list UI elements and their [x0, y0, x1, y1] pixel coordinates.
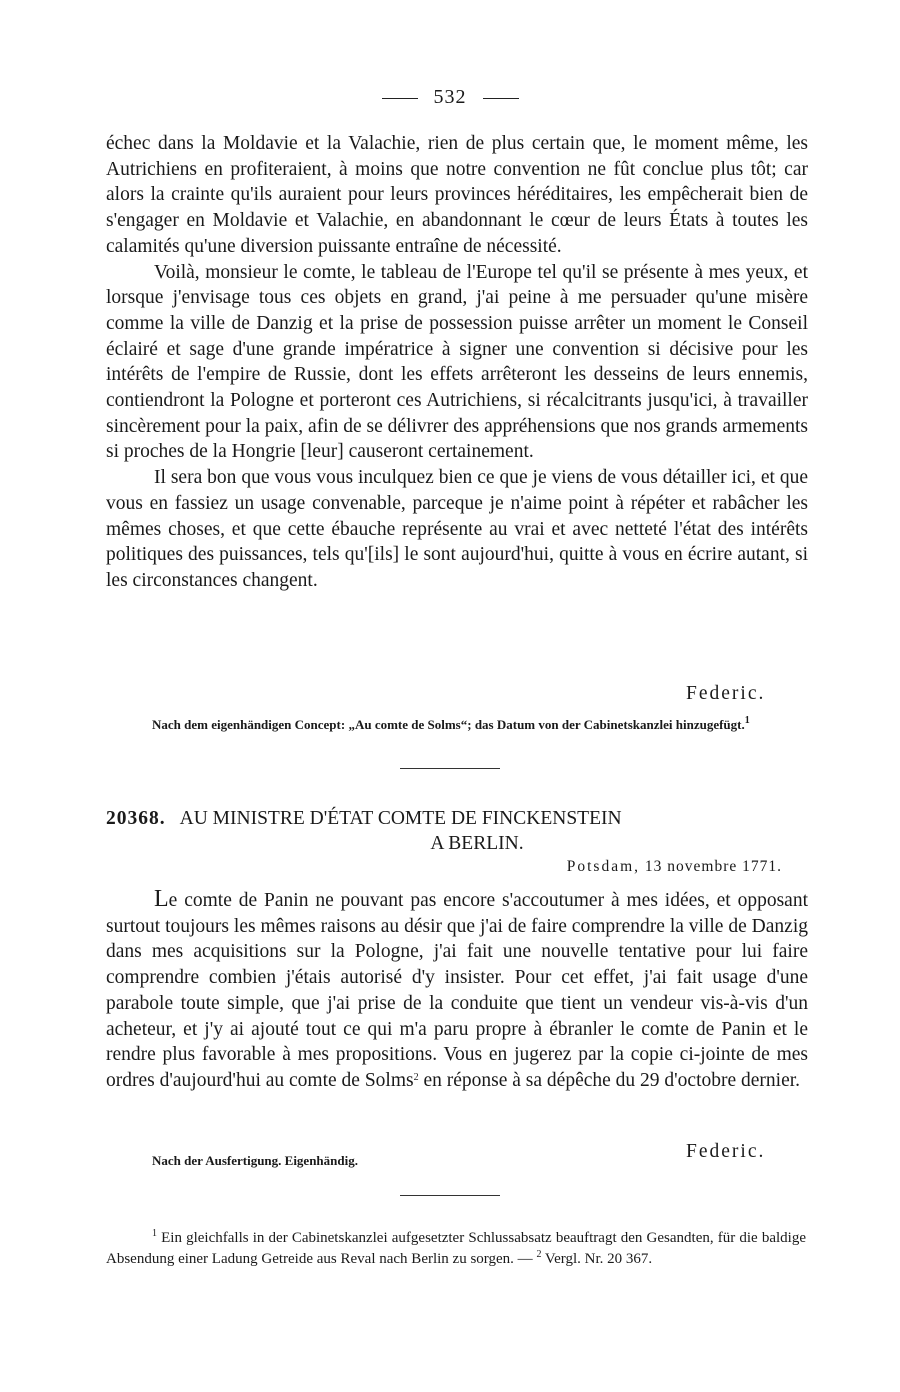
letter-2-paragraph — [106, 887, 808, 1094]
footnotes — [106, 1228, 806, 1270]
section-divider-2 — [400, 1195, 500, 1196]
letter-2-source-note: Nach der Ausfertigung. Eigenhändig. — [152, 1153, 358, 1168]
footnote-1-text: Ein gleichfalls in der Cabinetskanzlei aufgesetzter Schlussabsatz beauftragt den Gesandten, für die baldige Absendung einer Ladung Getreide aus Reval nach Berlin zu sorgen. — — [106, 1230, 806, 1267]
letter-2-text-a: e comte de Panin ne pouvant pas encore s'accoutumer à mes idées, et opposant surtout toujours les mêmes raisons au désir que j'ai de faire comprendre la ville de Danzig dans mes acquisitions sur la Pologne, j'ai fait une nouvelle tentative pour lui faire comprendre combien j'étais autorisé d'y insister. Pour cet effet, j'ai fait usage d'une parabole toute simple, que j'ai prise de la conduite que tient un vendeur vis-à-vis d'un acheteur, et j'y ai ajouté tout ce qui m'a paru propre à ébranler le comte de Panin et le rendre plus favorable à mes propositions. Vous en jugerez par la copie ci-jointe de mes ordres d'aujourd'hui au comte de Solms — [106, 890, 808, 1091]
page-number-line — [0, 86, 900, 109]
page-number: 532 — [433, 86, 467, 108]
footnote-1-mark: 1 — [152, 1228, 157, 1239]
footnote-ref-2: 2 — [413, 1071, 419, 1083]
letter-1-source-note-text: Nach dem eigenhändigen Concept: „Au comte de Solms“; das Datum von der Cabinetskanzlei hinzugefügt. — [152, 717, 745, 732]
letter-2-dropcap: L — [154, 886, 169, 912]
letter-2-number: 20368. — [106, 808, 166, 829]
letter-2-place: Potsdam, — [566, 858, 641, 875]
letter-1-body — [106, 131, 808, 594]
letter-2-heading-line-1: AU MINISTRE D'ÉTAT COMTE DE FINCKENSTEIN — [179, 808, 622, 829]
letter-1-source-note — [106, 716, 808, 733]
letter-2-signature: Federic. — [686, 1141, 766, 1162]
letter-1-paragraph-3: Il sera bon que vous vous inculquez bien ce que je viens de vous détailler ici, et que vous en fassiez un usage convenable, parceque je n'aime point à répéter et rabâcher les mêmes choses, et que cette ébauche représente au vrai et avec netteté l'état des intérêts politiques des puissances, tels qu'[ils] le sont aujourd'hui, quitte à vous en écrire autant, si les circonstances changent. — [106, 467, 808, 591]
letter-2-body — [106, 887, 808, 1094]
letter-2-heading — [106, 806, 808, 856]
footnote-ref-1: 1 — [744, 715, 750, 726]
letter-1-signature: Federic. — [686, 683, 766, 704]
footnote-1 — [106, 1228, 806, 1270]
letter-2-place-date — [567, 858, 782, 876]
page-number-dash-right — [483, 98, 519, 99]
letter-1-paragraph-1: échec dans la Moldavie et la Valachie, rien de plus certain que, le moment même, les Autrichiens en profiteraient, à moins que notre convention ne fût conclue plus tôt; car alors la crainte qu'ils auraient pour leurs provinces héréditaires, les empêcherait bien de s'engager en Moldavie et Valachie, en abandonnant le cœur de leurs États à toutes les calamités qu'une diversion puissante entraîne de nécessité. — [106, 133, 808, 257]
footnote-2-mark: 2 — [536, 1249, 542, 1260]
letter-2-date: 13 novembre 1771. — [644, 858, 782, 875]
letter-2-text-b: en réponse à sa dépêche du 29 d'octobre dernier. — [418, 1069, 801, 1091]
footnote-2-text: Vergl. Nr. 20 367. — [541, 1251, 653, 1267]
letter-2-heading-line-2: A BERLIN. — [430, 833, 524, 854]
section-divider-1 — [400, 768, 500, 769]
letter-1-paragraph-2: Voilà, monsieur le comte, le tableau de l'Europe tel qu'il se présente à mes yeux, et lorsque j'envisage tous ces objets en grand, j'ai peine à me persuader qu'une misère comme la ville de Danzig et la prise de possession puisse arrêter un moment le Conseil éclairé et sage d'une grande impératrice à signer une convention si décisive pour les intérêts de l'empire de Russie, dont les effets arrêteront les desseins de leurs ennemis, contiendront la Pologne et porteront ces Autrichiens, si récalcitrants jusqu'ici, à travailler sincèrement pour la paix, afin de se délivrer des appréhensions que nos grands armements si proches de la Hongrie [leur] causeront certainement. — [106, 261, 808, 463]
page-number-dash-left — [382, 98, 418, 99]
